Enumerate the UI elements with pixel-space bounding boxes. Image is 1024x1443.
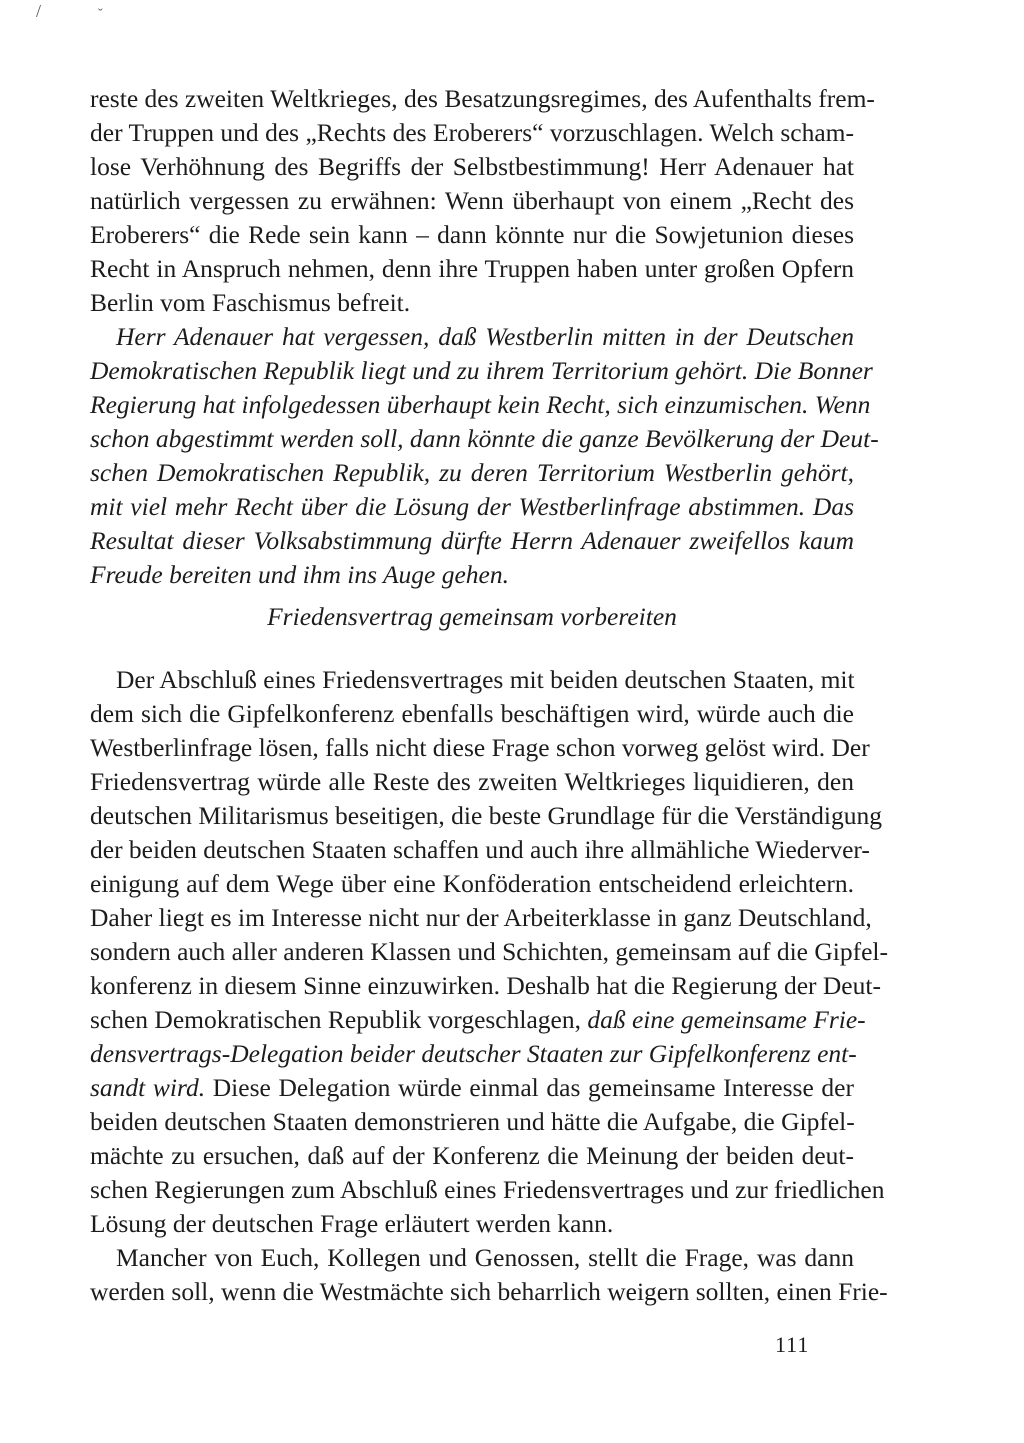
text-line: dem sich die Gipfelkonferenz ebenfalls beschäftigen wird, würde auch die — [90, 699, 854, 728]
text-line: deutschen Militarismus beseitigen, die beste Grundlage für die Verständigung — [90, 801, 882, 830]
page-number: 111 — [775, 1332, 810, 1357]
text-line: Friedensvertrag würde alle Reste des zweiten Weltkrieges liquidieren, den — [90, 767, 854, 796]
text-segment-italic: sandt wird. — [90, 1073, 206, 1102]
text-line: werden soll, wenn die Westmächte sich beharrlich weigern sollten, einen Frie- — [90, 1277, 888, 1306]
text-line: Der Abschluß eines Friedensvertrages mit beiden deutschen Staaten, mit — [116, 665, 855, 694]
text-line-mixed — [90, 1071, 854, 1105]
margin-pencil-mark: / — [36, 1, 42, 21]
text-line-italic: Freude bereiten und ihm ins Auge gehen. — [90, 560, 509, 589]
text-line: Westberlinfrage lösen, falls nicht diese Frage schon vorweg gelöst wird. Der — [90, 733, 870, 762]
text-line-italic: Herr Adenauer hat vergessen, daß Westberlin mitten in der Deutschen — [116, 322, 854, 351]
text-line: Daher liegt es im Interesse nicht nur der Arbeiterklasse in ganz Deutschland, — [90, 903, 872, 932]
text-line-italic: schon abgestimmt werden soll, dann könnte die ganze Bevölkerung der Deut- — [90, 424, 879, 453]
text-line-italic: mit viel mehr Recht über die Lösung der Westberlinfrage abstimmen. Das — [90, 492, 854, 521]
text-line-italic: Regierung hat infolgedessen überhaupt kein Recht, sich einzumischen. Wenn — [90, 390, 871, 419]
text-line: Eroberers“ die Rede sein kann – dann könnte nur die Sowjetunion dieses — [90, 220, 854, 249]
text-line: sondern auch aller anderen Klassen und Schichten, gemeinsam auf die Gipfel- — [90, 937, 889, 966]
text-line: einigung auf dem Wege über eine Konföderation entscheidend erleichtern. — [90, 869, 854, 898]
text-line: reste des zweiten Weltkrieges, des Besatzungsregimes, des Aufenthalts frem- — [90, 84, 875, 113]
text-line: konferenz in diesem Sinne einzuwirken. Deshalb hat die Regierung der Deut- — [90, 971, 881, 1000]
text-line: Recht in Anspruch nehmen, denn ihre Truppen haben unter großen Opfern — [90, 254, 854, 283]
text-line: lose Verhöhnung des Begriffs der Selbstbestimmung! Herr Adenauer hat — [90, 152, 854, 181]
text-line: der beiden deutschen Staaten schaffen und auch ihre allmähliche Wiederver- — [90, 835, 870, 864]
text-segment-roman: Diese Delegation würde einmal das gemeinsame Interesse der — [205, 1073, 854, 1102]
text-line: der Truppen und des „Rechts des Eroberers“ vorzuschlagen. Welch scham- — [90, 118, 854, 147]
text-line: mächte zu ersuchen, daß auf der Konferenz die Meinung der beiden deut- — [90, 1141, 854, 1170]
text-segment-roman: schen Demokratischen Republik vorgeschlagen, — [90, 1005, 588, 1034]
text-segment-italic: daß eine gemeinsame Frie- — [587, 1005, 866, 1034]
text-line-italic: densvertrags-Delegation beider deutscher Staaten zur Gipfelkonferenz ent- — [90, 1039, 857, 1068]
margin-tick-mark: ˇ — [98, 7, 103, 22]
text-line-mixed — [90, 1003, 866, 1037]
text-line-italic: Resultat dieser Volksabstimmung dürfte Herrn Adenauer zweifellos kaum — [90, 526, 854, 555]
section-heading: Friedensvertrag gemeinsam vorbereiten — [267, 602, 677, 631]
text-line-italic: Demokratischen Republik liegt und zu ihrem Territorium gehört. Die Bonner — [90, 356, 873, 385]
text-line: Berlin vom Faschismus befreit. — [90, 288, 411, 317]
text-line: schen Regierungen zum Abschluß eines Friedensvertrages und zur friedlichen — [90, 1175, 885, 1204]
text-line-italic: schen Demokratischen Republik, zu deren Territorium Westberlin gehört, — [90, 458, 854, 487]
text-line: natürlich vergessen zu erwähnen: Wenn überhaupt von einem „Recht des — [90, 186, 854, 215]
text-line: beiden deutschen Staaten demonstrieren und hätte die Aufgabe, die Gipfel- — [90, 1107, 855, 1136]
text-line: Mancher von Euch, Kollegen und Genossen, stellt die Frage, was dann — [116, 1243, 854, 1272]
text-line: Lösung der deutschen Frage erläutert werden kann. — [90, 1209, 614, 1238]
